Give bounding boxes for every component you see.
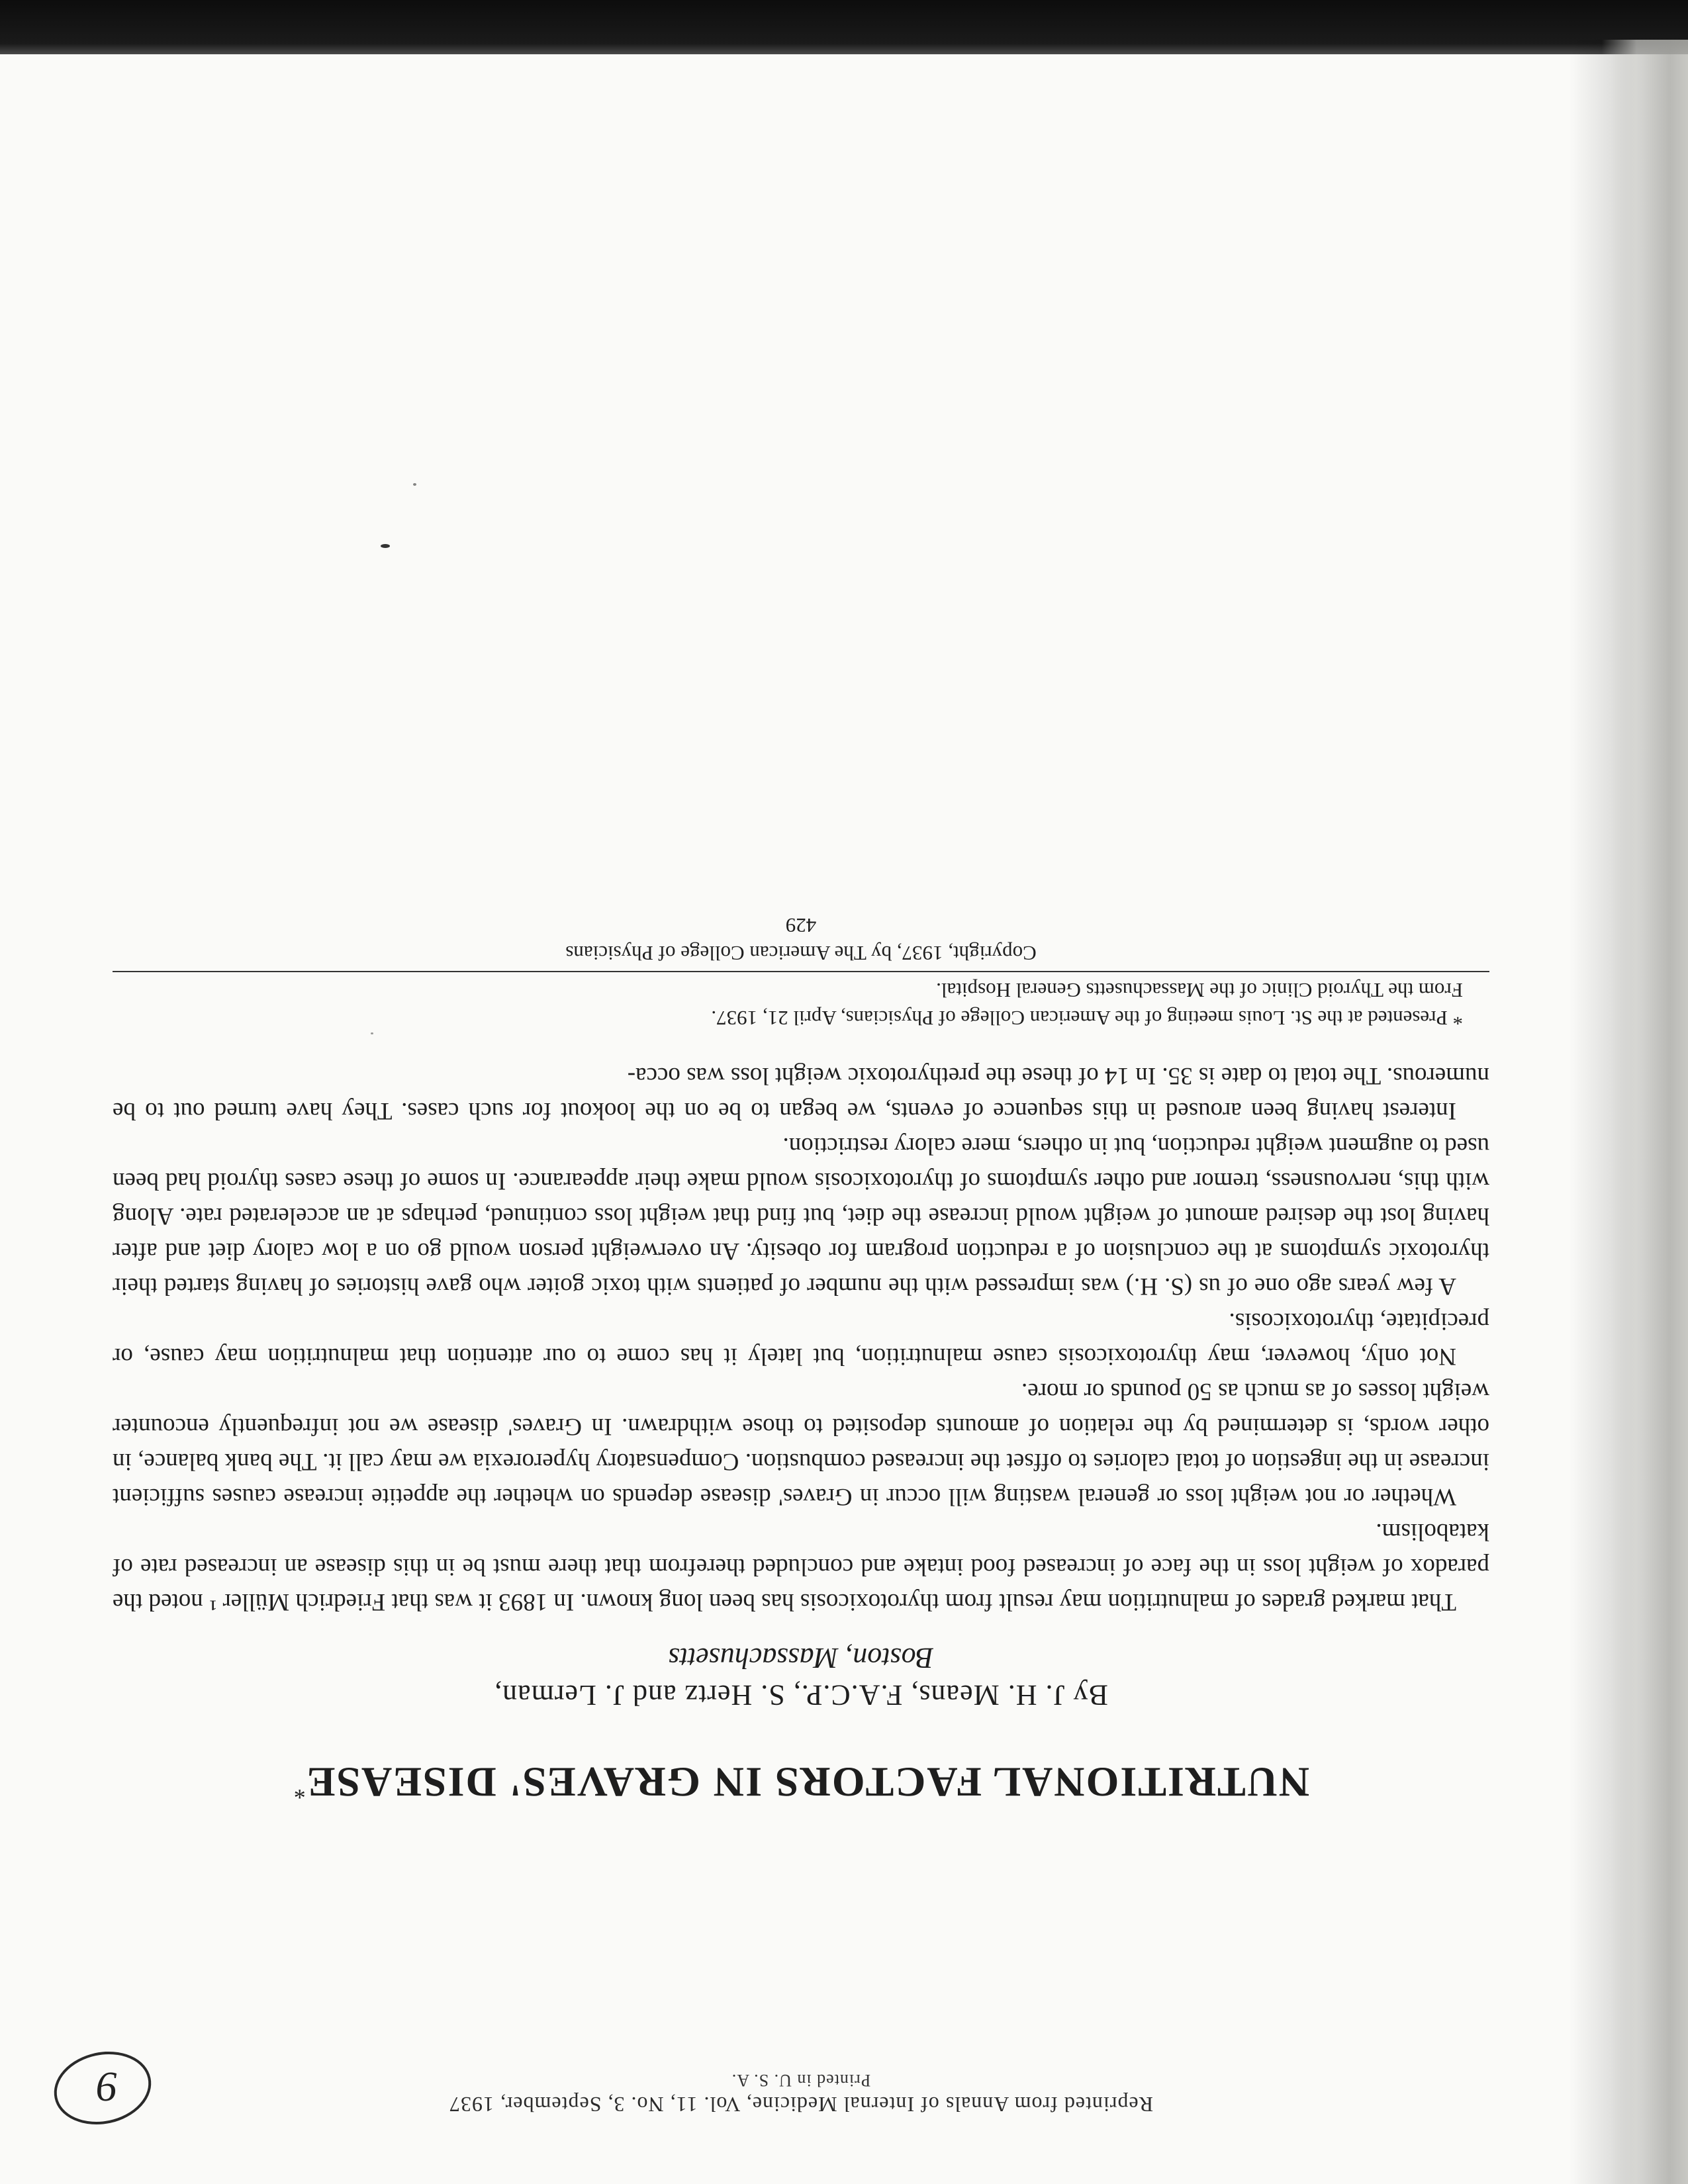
title-text: NUTRITIONAL FACTORS IN GRAVES' DISEASE bbox=[305, 1758, 1310, 1806]
page-content bbox=[97, 911, 1489, 2118]
handwritten-page-number bbox=[46, 2045, 159, 2131]
scanner-top-shadow bbox=[0, 0, 1688, 54]
paragraph-2: Whether or not weight loss or general wasting will occur in Graves' disease depends on whether the appetite increase causes sufficient increase in the ingestion of total calories to offset the increased combustion. Compensatory hyperorexia we may call it. The bank balance, in other words, is determined by the relation of amounts deposited to those withdrawn. In Graves' disease we not infrequently encounter weight losses of as much as 50 pounds or more. bbox=[113, 1377, 1489, 1510]
footnote-presented: * Presented at the St. Louis meeting of the American College of Physicians, April 21, 1937. bbox=[711, 1006, 1463, 1030]
printed-in-line: Printed in U. S. A. bbox=[731, 2071, 871, 2090]
running-head: Reprinted from Annals of Internal Medicine, Vol. 11, No. 3, September, 1937 bbox=[448, 2093, 1154, 2116]
footnotes bbox=[113, 911, 1489, 1032]
footnote-clinic: From the Thyroid Clinic of the Massachusetts General Hospital. bbox=[936, 978, 1463, 1002]
inverted-printed-page bbox=[53, 397, 1523, 2118]
title-footnote-mark: * bbox=[292, 1778, 306, 1804]
page-number: 429 bbox=[785, 913, 817, 937]
handwritten-digit: 9 bbox=[97, 2064, 118, 2111]
paragraph-4: A few years ago one of us (S. H.) was impressed with the number of patients with toxic goiter who gave histories of having started their thyrotoxic symptoms at the conclusion of a reduction program for obesity. An overweight person would go on a low calory diet and after having lost the desired amount of weight would increase the diet, but find that weight loss continued, perhaps at an accelerated rate. Along with this, nervousness, tremor and other symptoms of thyrotoxicosis would make their appearance. In some of these cases thyroid had been used to augment weight reduction, but in others, mere calory restriction. bbox=[113, 1132, 1489, 1300]
paragraph-5: Interest having been aroused in this sequence of events, we began to be on the lookout for such cases. They have turned out to be numerous. The total to date is 35. In 14 of these the prethyrotoxic weight loss was occa- bbox=[113, 1062, 1489, 1124]
footnote-rule bbox=[113, 971, 1489, 972]
binding-edge bbox=[1602, 40, 1688, 2184]
affiliation-line: Boston, Massachusetts bbox=[668, 1641, 934, 1674]
author-line: By J. H. Means, F.A.C.P., S. Hertz and J. Lerman, bbox=[494, 1678, 1108, 1711]
copyright-line: Copyright, 1937, by The American College of Physicians bbox=[565, 941, 1037, 965]
article-title bbox=[113, 1756, 1489, 1817]
paragraph-1: That marked grades of malnutrition may result from thyrotoxicosis has been long known. In 1893 it was that Friedrich Müller ¹ noted the paradox of weight loss in the face of increased food intake and concluded therefrom that there must be in this disease an increased rate of katabolism. bbox=[113, 1518, 1489, 1615]
paragraph-3: Not only, however, may thyrotoxicosis cause malnutrition, but lately it has come to our attention that malnutrition may cause, or precipitate, thyrotoxicosis. bbox=[113, 1307, 1489, 1370]
